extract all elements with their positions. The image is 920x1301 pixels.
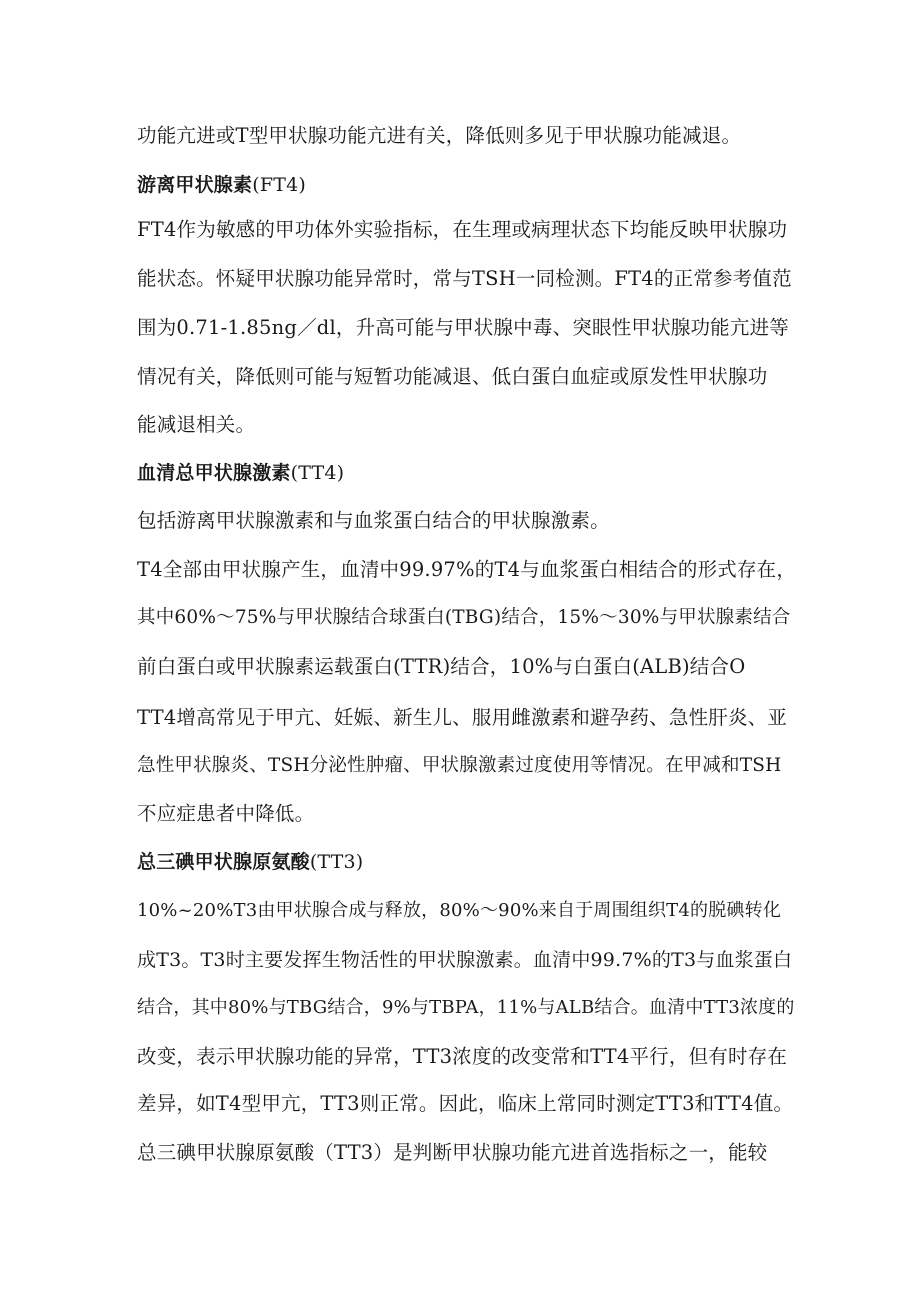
section-heading-tt3 [137,848,797,876]
body-line: 不应症患者中降低。 [137,802,315,825]
body-line: 能减退相关。 [137,413,256,436]
body-line: 成T3。T3时主要发挥生物活性的甲状腺激素。血清中99.7%的T3与血浆蛋白 [137,949,793,971]
heading-title: 总三碘甲状腺原氨酸 [137,851,310,873]
body-line: 10%~20%T3由甲状腺合成与释放，80%～90%来自于周围组织T4的脱碘转化 [137,900,782,921]
heading-title: 游离甲状腺素 [137,174,253,196]
body-line: 功能亢进或T型甲状腺功能亢进有关，降低则多见于甲状腺功能减退。 [137,124,742,147]
section-heading-tt4 [137,459,797,487]
body-line: 结合，其中80%与TBG结合，9%与TBPA，11%与ALB结合。血清中TT3浓度的 [137,997,795,1018]
body-line: 急性甲状腺炎、TSH分泌性肿瘤、甲状腺激素过度使用等情况。在甲减和TSH [137,755,782,776]
body-line: 总三碘甲状腺原氨酸（TT3）是判断甲状腺功能亢进首选指标之一，能较 [137,1141,768,1164]
body-line: T4全部由甲状腺产生，血清中99.97%的T4与血浆蛋白相结合的形式存在， [137,558,797,581]
body-line: 围为0.71-1.85ng／dl，升高可能与甲状腺中毒、突眼性甲状腺功能亢进等 [137,316,789,339]
body-line: 包括游离甲状腺激素和与血浆蛋白结合的甲状腺激素。 [137,509,610,532]
body-line: FT4作为敏感的甲功体外实验指标，在生理或病理状态下均能反映甲状腺功 [137,218,788,241]
heading-abbr: (TT3) [309,851,364,873]
heading-abbr: (TT4) [290,462,345,484]
body-line: 改变，表示甲状腺功能的异常，TT3浓度的改变常和TT4平行，但有时存在 [137,1045,788,1068]
section-heading-ft4 [137,171,797,199]
body-line: 差异，如T4型甲亢，TT3则正常。因此，临床上常同时测定TT3和TT4值。 [137,1092,794,1115]
body-line: 其中60%～75%与甲状腺结合球蛋白(TBG)结合，15%～30%与甲状腺素结合 [137,607,791,628]
body-line: 能状态。怀疑甲状腺功能异常时，常与TSH一同检测。FT4的正常参考值范 [137,267,792,290]
body-line: 前白蛋白或甲状腺素运载蛋白(TTR)结合，10%与白蛋白(ALB)结合O [137,655,746,678]
heading-abbr: (FT4) [252,174,306,196]
heading-title: 血清总甲状腺激素 [137,462,291,484]
body-line: TT4增高常见于甲亢、妊娠、新生儿、服用雌激素和避孕药、急性肝炎、亚 [137,706,788,729]
body-line: 情况有关，降低则可能与短暂功能减退、低白蛋白血症或原发性甲状腺功 [137,365,768,388]
